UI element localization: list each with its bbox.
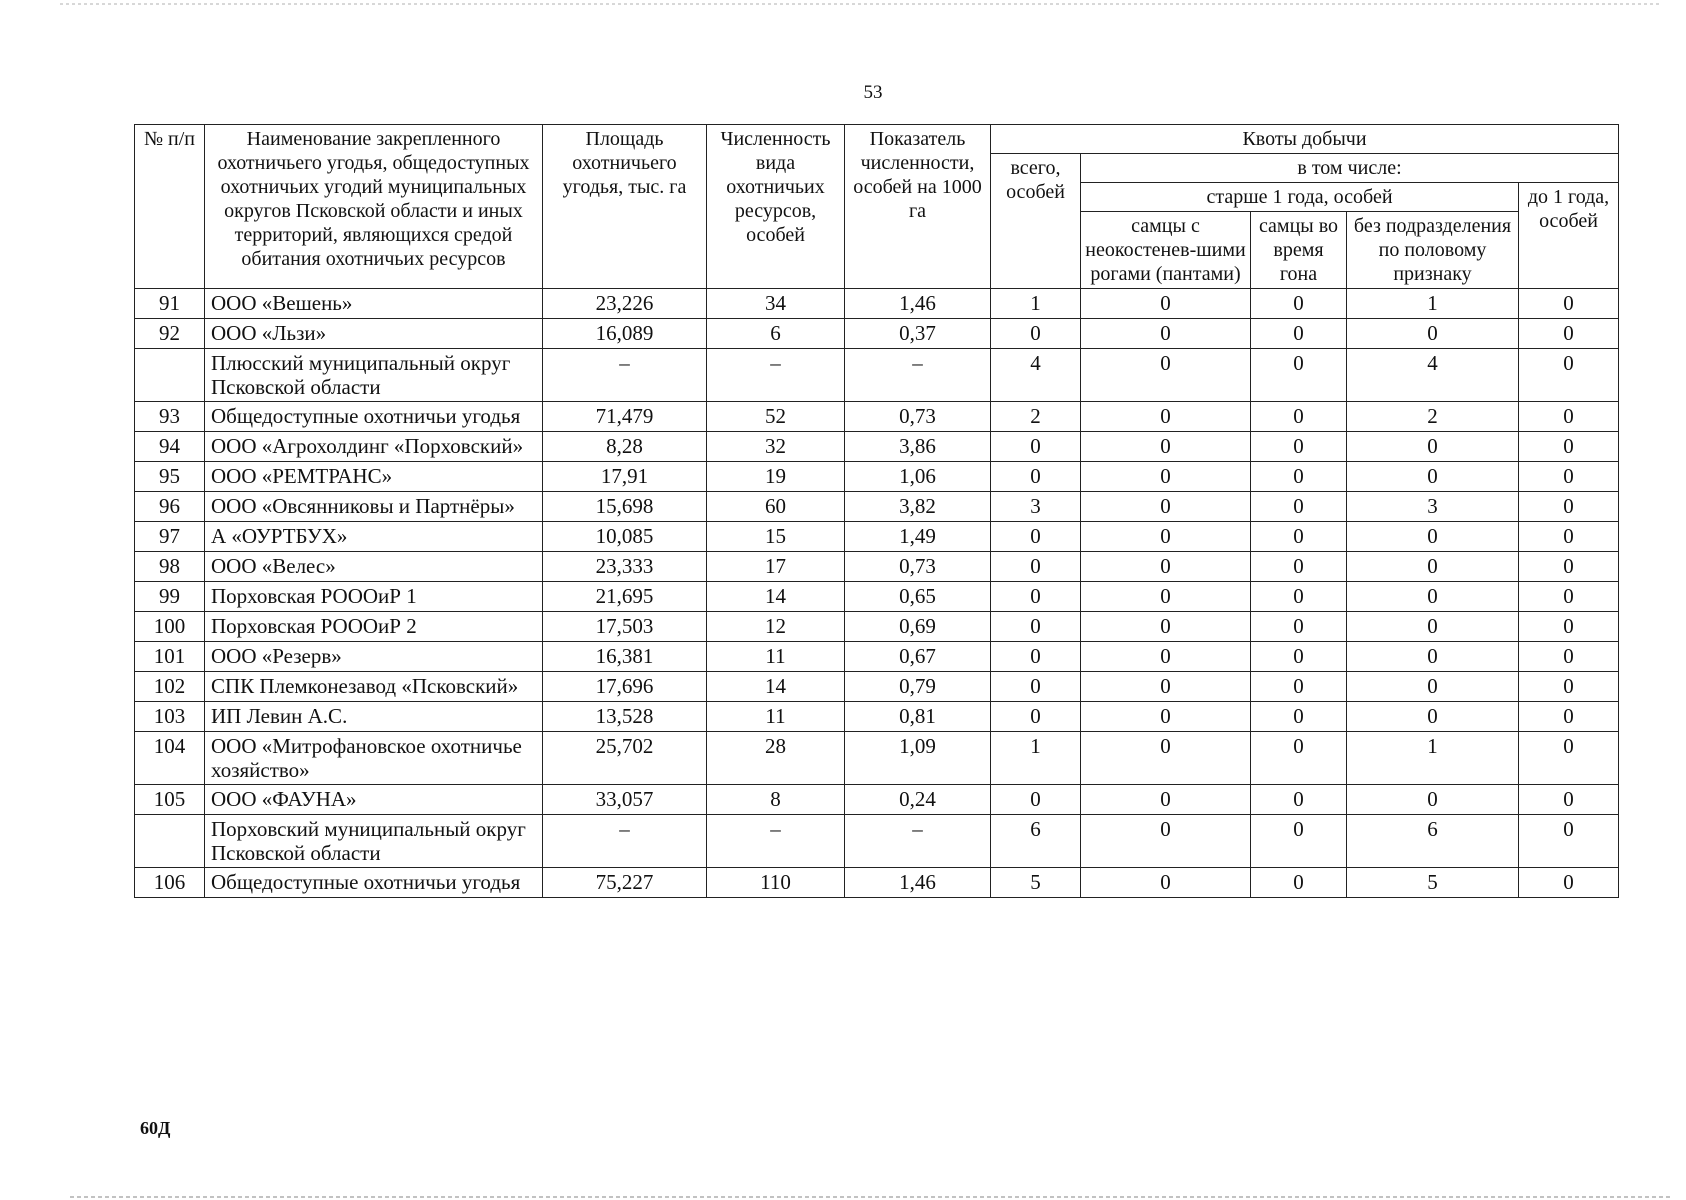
row-name: ООО «Агрохолдинг «Порховский»	[205, 432, 543, 462]
row-males-rut: 0	[1251, 582, 1347, 612]
table-row	[135, 432, 1619, 462]
row-density: 1,46	[845, 289, 991, 319]
header-including: в том числе:	[1081, 154, 1619, 183]
row-num: 105	[135, 785, 205, 815]
row-males-rut: 0	[1251, 702, 1347, 732]
row-under1: 0	[1519, 462, 1619, 492]
row-num: 95	[135, 462, 205, 492]
row-num	[135, 349, 205, 402]
row-name: ООО «РЕМТРАНС»	[205, 462, 543, 492]
row-total: 2	[991, 402, 1081, 432]
row-name: ООО «ФАУНА»	[205, 785, 543, 815]
row-area: 10,085	[543, 522, 707, 552]
row-density: 1,06	[845, 462, 991, 492]
row-population: 11	[707, 642, 845, 672]
row-males-antlers: 0	[1081, 462, 1251, 492]
row-name: Общедоступные охотничьи угодья	[205, 402, 543, 432]
row-total: 0	[991, 552, 1081, 582]
row-under1: 0	[1519, 402, 1619, 432]
row-total: 6	[991, 815, 1081, 868]
row-name: Порховская РОООиР 1	[205, 582, 543, 612]
table-row	[135, 402, 1619, 432]
row-num: 102	[135, 672, 205, 702]
row-males-antlers: 0	[1081, 672, 1251, 702]
row-no-sex: 3	[1347, 492, 1519, 522]
row-num: 92	[135, 319, 205, 349]
header-under1: до 1 года, особей	[1519, 183, 1619, 289]
row-name: ООО «Митрофановское охотничье хозяйство»	[205, 732, 543, 785]
row-total: 0	[991, 319, 1081, 349]
row-total: 1	[991, 732, 1081, 785]
row-density: 0,24	[845, 785, 991, 815]
header-density: Показатель численности, особей на 1000 га	[845, 125, 991, 289]
row-males-antlers: 0	[1081, 785, 1251, 815]
row-under1: 0	[1519, 492, 1619, 522]
row-area: 8,28	[543, 432, 707, 462]
row-under1: 0	[1519, 522, 1619, 552]
table-row	[135, 672, 1619, 702]
row-num: 101	[135, 642, 205, 672]
row-population: 52	[707, 402, 845, 432]
row-males-antlers: 0	[1081, 868, 1251, 898]
table-header	[135, 125, 1619, 289]
row-males-rut: 0	[1251, 349, 1347, 402]
row-num: 103	[135, 702, 205, 732]
row-males-antlers: 0	[1081, 289, 1251, 319]
row-males-rut: 0	[1251, 815, 1347, 868]
table-row	[135, 582, 1619, 612]
table-row	[135, 349, 1619, 402]
row-density: 1,09	[845, 732, 991, 785]
row-density: 0,69	[845, 612, 991, 642]
row-males-rut: 0	[1251, 462, 1347, 492]
row-name: ООО «Велес»	[205, 552, 543, 582]
row-no-sex: 4	[1347, 349, 1519, 402]
row-under1: 0	[1519, 785, 1619, 815]
row-num: 98	[135, 552, 205, 582]
header-area: Площадь охотничьего угодья, тыс. га	[543, 125, 707, 289]
row-population: 32	[707, 432, 845, 462]
table-body	[135, 289, 1619, 898]
row-males-antlers: 0	[1081, 732, 1251, 785]
row-num: 104	[135, 732, 205, 785]
row-under1: 0	[1519, 289, 1619, 319]
row-males-rut: 0	[1251, 552, 1347, 582]
row-area: –	[543, 349, 707, 402]
row-population: 14	[707, 582, 845, 612]
row-total: 0	[991, 672, 1081, 702]
row-males-antlers: 0	[1081, 319, 1251, 349]
row-total: 0	[991, 612, 1081, 642]
row-population: 8	[707, 785, 845, 815]
row-num: 93	[135, 402, 205, 432]
row-name: ООО «Вешень»	[205, 289, 543, 319]
row-area: 17,503	[543, 612, 707, 642]
row-num	[135, 815, 205, 868]
table-row	[135, 289, 1619, 319]
row-no-sex: 2	[1347, 402, 1519, 432]
row-name: Общедоступные охотничьи угодья	[205, 868, 543, 898]
row-under1: 0	[1519, 349, 1619, 402]
row-under1: 0	[1519, 815, 1619, 868]
row-total: 1	[991, 289, 1081, 319]
row-total: 0	[991, 462, 1081, 492]
row-name: Порховская РОООиР 2	[205, 612, 543, 642]
row-no-sex: 6	[1347, 815, 1519, 868]
row-males-rut: 0	[1251, 432, 1347, 462]
row-males-antlers: 0	[1081, 522, 1251, 552]
row-area: 16,381	[543, 642, 707, 672]
row-males-rut: 0	[1251, 289, 1347, 319]
row-total: 0	[991, 522, 1081, 552]
row-area: 13,528	[543, 702, 707, 732]
row-under1: 0	[1519, 319, 1619, 349]
row-area: 71,479	[543, 402, 707, 432]
row-num: 100	[135, 612, 205, 642]
row-num: 91	[135, 289, 205, 319]
row-density: 0,37	[845, 319, 991, 349]
row-no-sex: 0	[1347, 642, 1519, 672]
table-row	[135, 732, 1619, 785]
header-older: старше 1 года, особей	[1081, 183, 1519, 212]
table-row	[135, 552, 1619, 582]
row-density: 1,49	[845, 522, 991, 552]
row-num: 97	[135, 522, 205, 552]
header-males-antlers: самцы с неокостенев-шими рогами (пантами)	[1081, 212, 1251, 289]
row-under1: 0	[1519, 582, 1619, 612]
row-males-antlers: 0	[1081, 492, 1251, 522]
row-males-antlers: 0	[1081, 702, 1251, 732]
row-population: 110	[707, 868, 845, 898]
row-no-sex: 0	[1347, 432, 1519, 462]
row-area: 23,333	[543, 552, 707, 582]
row-name: Порховский муниципальный округ Псковской области	[205, 815, 543, 868]
footer-code: 60Д	[140, 1118, 171, 1138]
row-density: 0,73	[845, 402, 991, 432]
row-under1: 0	[1519, 732, 1619, 785]
row-area: 15,698	[543, 492, 707, 522]
row-males-rut: 0	[1251, 785, 1347, 815]
row-num: 106	[135, 868, 205, 898]
row-no-sex: 0	[1347, 582, 1519, 612]
row-name: ООО «Резерв»	[205, 642, 543, 672]
row-total: 5	[991, 868, 1081, 898]
row-area: 33,057	[543, 785, 707, 815]
row-males-antlers: 0	[1081, 582, 1251, 612]
row-area: –	[543, 815, 707, 868]
row-area: 17,91	[543, 462, 707, 492]
row-density: 0,65	[845, 582, 991, 612]
row-males-rut: 0	[1251, 402, 1347, 432]
row-under1: 0	[1519, 642, 1619, 672]
table-row	[135, 815, 1619, 868]
row-name: А «ОУРТБУХ»	[205, 522, 543, 552]
row-under1: 0	[1519, 672, 1619, 702]
row-area: 75,227	[543, 868, 707, 898]
row-population: 34	[707, 289, 845, 319]
row-population: 17	[707, 552, 845, 582]
row-under1: 0	[1519, 612, 1619, 642]
row-under1: 0	[1519, 432, 1619, 462]
row-no-sex: 0	[1347, 522, 1519, 552]
row-density: 3,86	[845, 432, 991, 462]
row-density: 0,73	[845, 552, 991, 582]
row-under1: 0	[1519, 552, 1619, 582]
table-row	[135, 868, 1619, 898]
row-no-sex: 0	[1347, 552, 1519, 582]
table-row	[135, 319, 1619, 349]
row-total: 3	[991, 492, 1081, 522]
row-no-sex: 1	[1347, 289, 1519, 319]
row-males-rut: 0	[1251, 612, 1347, 642]
row-no-sex: 0	[1347, 462, 1519, 492]
row-population: 14	[707, 672, 845, 702]
row-area: 17,696	[543, 672, 707, 702]
scan-edge-bottom	[70, 1196, 1670, 1198]
row-males-rut: 0	[1251, 522, 1347, 552]
row-num: 94	[135, 432, 205, 462]
header-males-rut: самцы во время гона	[1251, 212, 1347, 289]
row-no-sex: 0	[1347, 319, 1519, 349]
row-no-sex: 0	[1347, 672, 1519, 702]
row-population: 60	[707, 492, 845, 522]
row-males-antlers: 0	[1081, 612, 1251, 642]
header-quotas: Квоты добычи	[991, 125, 1619, 154]
row-no-sex: 0	[1347, 702, 1519, 732]
row-density: 0,79	[845, 672, 991, 702]
row-total: 0	[991, 432, 1081, 462]
row-density: –	[845, 815, 991, 868]
row-males-rut: 0	[1251, 672, 1347, 702]
row-density: 0,81	[845, 702, 991, 732]
row-males-antlers: 0	[1081, 349, 1251, 402]
row-area: 16,089	[543, 319, 707, 349]
row-males-antlers: 0	[1081, 642, 1251, 672]
row-density: 1,46	[845, 868, 991, 898]
row-area: 25,702	[543, 732, 707, 785]
table-row	[135, 522, 1619, 552]
table-row	[135, 642, 1619, 672]
row-no-sex: 5	[1347, 868, 1519, 898]
row-area: 21,695	[543, 582, 707, 612]
row-total: 0	[991, 785, 1081, 815]
header-population: Численность вида охотничьих ресурсов, особей	[707, 125, 845, 289]
row-name: ООО «Овсянниковы и Партнёры»	[205, 492, 543, 522]
table-row	[135, 702, 1619, 732]
row-population: 15	[707, 522, 845, 552]
row-males-antlers: 0	[1081, 815, 1251, 868]
row-name: СПК Племконезавод «Псковский»	[205, 672, 543, 702]
table-row	[135, 492, 1619, 522]
row-num: 99	[135, 582, 205, 612]
row-males-rut: 0	[1251, 642, 1347, 672]
row-density: –	[845, 349, 991, 402]
row-males-rut: 0	[1251, 492, 1347, 522]
row-males-antlers: 0	[1081, 432, 1251, 462]
row-males-antlers: 0	[1081, 552, 1251, 582]
row-males-antlers: 0	[1081, 402, 1251, 432]
row-population: 6	[707, 319, 845, 349]
table-row	[135, 612, 1619, 642]
table-row	[135, 462, 1619, 492]
row-density: 0,67	[845, 642, 991, 672]
row-population: 11	[707, 702, 845, 732]
row-name: ООО «Льзи»	[205, 319, 543, 349]
row-population: –	[707, 349, 845, 402]
row-area: 23,226	[543, 289, 707, 319]
scan-edge-top	[60, 3, 1660, 5]
row-total: 4	[991, 349, 1081, 402]
row-density: 3,82	[845, 492, 991, 522]
header-total: всего, особей	[991, 154, 1081, 289]
row-total: 0	[991, 702, 1081, 732]
row-no-sex: 1	[1347, 732, 1519, 785]
row-males-rut: 0	[1251, 732, 1347, 785]
header-no-sex: без подразделения по половому признаку	[1347, 212, 1519, 289]
row-population: 12	[707, 612, 845, 642]
row-under1: 0	[1519, 702, 1619, 732]
row-no-sex: 0	[1347, 785, 1519, 815]
row-num: 96	[135, 492, 205, 522]
row-no-sex: 0	[1347, 612, 1519, 642]
row-total: 0	[991, 582, 1081, 612]
row-males-rut: 0	[1251, 319, 1347, 349]
page-number: 53	[863, 82, 883, 103]
row-population: 19	[707, 462, 845, 492]
row-under1: 0	[1519, 868, 1619, 898]
header-num: № п/п	[135, 125, 205, 289]
quota-table	[134, 124, 1619, 898]
header-name: Наименование закрепленного охотничьего угодья, общедоступных охотничьих угодий муниципальных округов Псковской области и иных территорий, являющихся средой обитания охотничьих ресурсов	[205, 125, 543, 289]
row-name: Плюсский муниципальный округ Псковской области	[205, 349, 543, 402]
row-males-rut: 0	[1251, 868, 1347, 898]
row-population: 28	[707, 732, 845, 785]
row-name: ИП Левин А.С.	[205, 702, 543, 732]
table-row	[135, 785, 1619, 815]
row-total: 0	[991, 642, 1081, 672]
row-population: –	[707, 815, 845, 868]
